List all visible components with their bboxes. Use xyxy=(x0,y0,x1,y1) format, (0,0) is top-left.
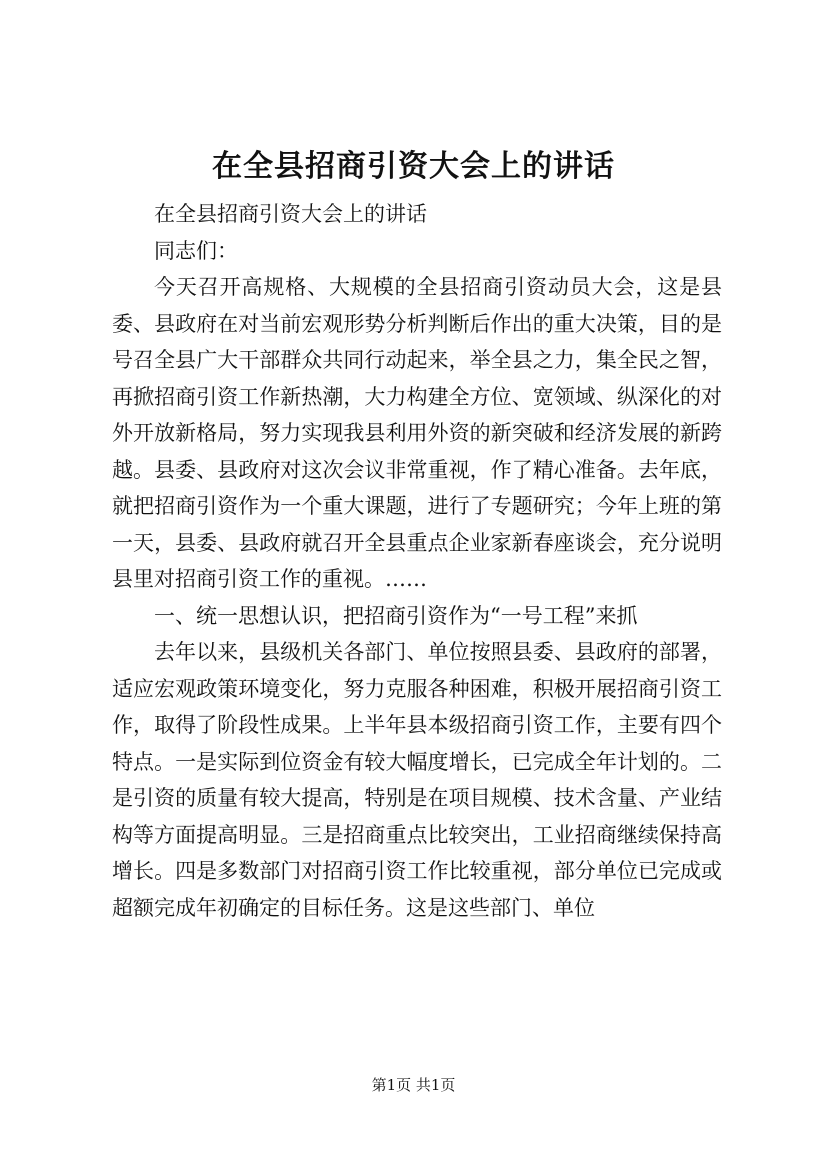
paragraph-section-1: 去年以来，县级机关各部门、单位按照县委、县政府的部署，适应宏观政策环境变化，努力克服各种困难，积极开展招商引资工作，取得了阶段性成果。上半年县本级招商引资工作，主要有四个特点。一是实际到位资金有较大幅度增长，已完成全年计划的。二是引资的质量有较大提高，特别是在项目规模、技术含量、产业结构等方面提高明显。三是招商重点比较突出，工业招商继续保持高增长。四是多数部门对招商引资工作比较重视，部分单位已完成或超额完成年初确定的目标任务。这是这些部门、单位 xyxy=(112,640,722,920)
paragraph-subtitle: 在全县招商引资大会上的讲话 xyxy=(154,202,427,226)
document-title: 在全县招商引资大会上的讲话 xyxy=(212,149,615,184)
section-heading-1: 一、统一思想认识，把招商引资作为“一号工程”来抓 xyxy=(154,603,638,628)
document-body xyxy=(112,196,722,926)
paragraph-opening: 今天召开高规格、大规模的全县招商引资动员大会，这是县委、县政府在对当前宏观形势分析判断后作出的重大决策，目的是号召全县广大干部群众共同行动起来，举全县之力，集全民之智，再掀招商引资工作新热潮，大力构建全方位、宽领域、纵深化的对外开放新格局，努力实现我县利用外资的新突破和经济发展的新跨越。县委、县政府对这次会议非常重视，作了精心准备。去年底，就把招商引资作为一个重大课题，进行了专题研究；今年上班的第一天，县委、县政府就召开全县重点企业家新春座谈会，充分说明县里对招商引资工作的重视。…… xyxy=(112,275,722,591)
page-footer: 第1页 共1页 xyxy=(371,1076,456,1094)
paragraph-salutation: 同志们： xyxy=(154,238,238,263)
